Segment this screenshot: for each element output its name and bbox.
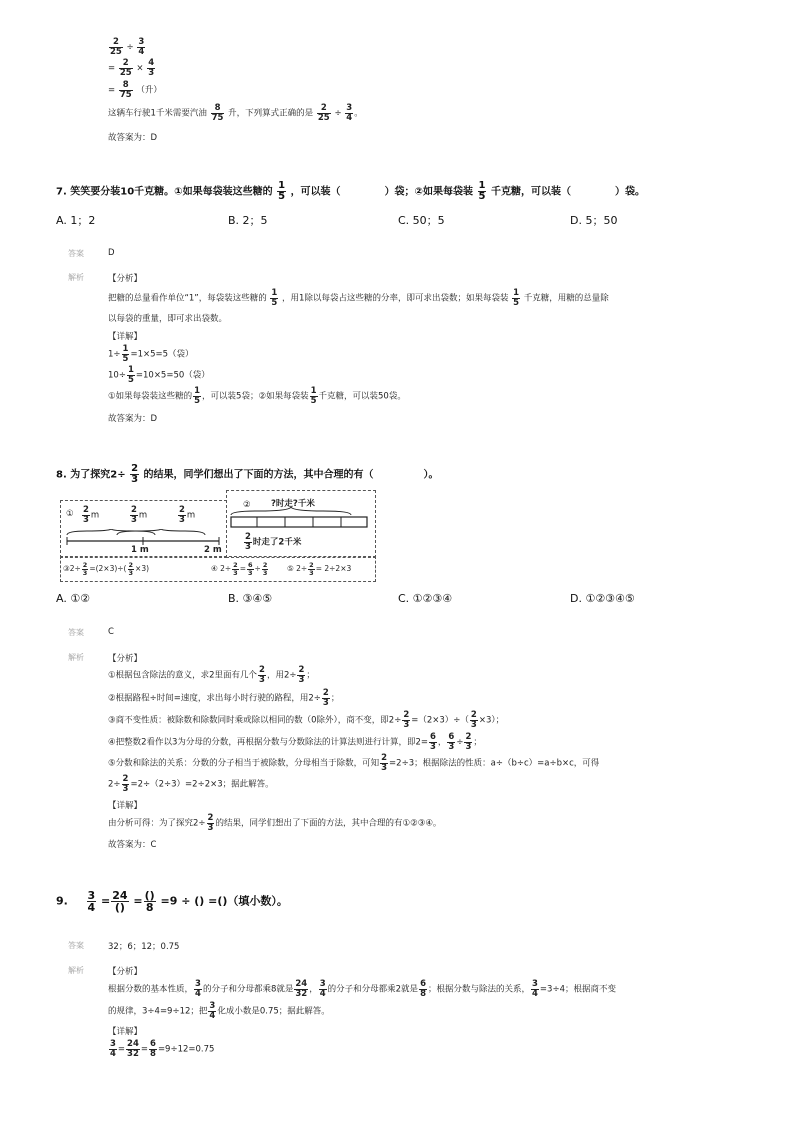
- method-3: ③2÷ $\frac{2}{3}$ =(2×3)÷( $\frac{2}{3}$ ×3): [63, 561, 150, 577]
- q7-analysis-line-2: 以每袋的重量，即可求出袋数。: [108, 314, 228, 324]
- methods-3-4-5: [60, 556, 376, 582]
- answer-label: 答案: [68, 941, 84, 950]
- q8-detail-1: 由分析可得：为了探究2÷ $\frac{2}{3}$ 的结果，同学们想出了下面的方法，其中合理的有①②③④。: [108, 813, 442, 833]
- q8-reason-1: ①根据包含除法的意义，求2里面有几个 $\frac{2}{3}$ ，用2÷ $\frac{2}{3}$ ；: [108, 665, 315, 685]
- xiangjie-heading: 【详解】: [108, 332, 143, 342]
- q7-detail-1: 1÷ $\frac{1}{5}$ =1×5=5（袋）: [108, 344, 194, 364]
- method-5: ⑤ 2÷ $\frac{2}{3}$ = 2÷2×3: [287, 561, 352, 577]
- analysis-label: 解析: [68, 273, 84, 282]
- q8-reason-6: 2÷ $\frac{2}{3}$ =2÷（2÷3）=2÷2×3；据此解答。: [108, 774, 274, 794]
- q7-option-c: C. 50；5: [398, 214, 445, 227]
- q7-option-a: A. 1；2: [56, 214, 96, 227]
- method-1-number: ①: [66, 509, 74, 519]
- q9-analysis-line-2: 的规律，3÷4=9÷12；把 $\frac{3}{4}$ 化成小数是0.75；据此解答。: [108, 1001, 330, 1021]
- method-2-figure: [226, 490, 376, 558]
- q8-final: 故答案为：C: [108, 840, 157, 850]
- q8-reason-3: ③商不变性质：被除数和除数同时乘或除以相同的数（0除外），商不变，即2÷ $\frac{2}{3}$ =（2×3）÷（ $\frac{2}{3}$ ×3）；: [108, 710, 505, 730]
- top-line-4: 这辆车行驶1千米需要汽油 $\frac{8}{75}$ 升，下列算式正确的是 $\frac{2}{25}$ ÷ $\frac{3}{4}$ 。: [108, 103, 363, 123]
- analysis-label: 解析: [68, 653, 84, 662]
- q7-option-d: D. 5；50: [570, 214, 618, 227]
- q7-answer: D: [108, 248, 115, 258]
- analysis-label: 解析: [68, 966, 84, 975]
- answer-label: 答案: [68, 628, 84, 637]
- xiangjie-heading: 【详解】: [108, 801, 143, 811]
- q9-answer: 32；6；12；0.75: [108, 942, 180, 952]
- q9-analysis-line-1: 根据分数的基本性质， $\frac{3}{4}$ 的分子和分母都乘8就是 $\frac{24}{32}$ ， $\frac{3}{4}$ 的分子和分母都乘2就是 $\frac{6}{8}$ ；根据分数与除法的关系， $\frac{3}{4}$ =3÷4；根据商不变: [108, 979, 616, 999]
- method-4: ④ 2÷ $\frac{2}{3}$ = $\frac{6}{3}$ ÷ $\frac{2}{3}$: [211, 561, 268, 577]
- q7-detail-3: ①如果每袋装这些糖的 $\frac{1}{5}$ ，可以装5袋；②如果每袋装 $\frac{1}{5}$ 千克糖，可以装50袋。: [108, 386, 406, 406]
- q8-option-d: D. ①②③④⑤: [570, 592, 635, 605]
- method-2-top-label: ?时走?千米: [271, 499, 315, 509]
- q8-reason-5: ⑤分数和除法的关系：分数的分子相当于被除数，分母相当于除数，可知 $\frac{2}{3}$ =2÷3；根据除法的性质：a÷（b÷c）=a÷b×c，可得: [108, 753, 600, 773]
- q7-stem: 7. 笑笑要分装10千克糖。①如果每袋装这些糖的 $\frac{1}{5}$ ，可以装（ ）袋；②如果每袋装 $\frac{1}{5}$ 千克糖，可以装（ ）袋。: [56, 180, 645, 202]
- q7-analysis-line-1: 把糖的总量看作单位“1”，每袋装这些糖的 $\frac{1}{5}$ ，用1除以每袋占这些糖的分率，即可求出袋数；如果每袋装 $\frac{1}{5}$ 千克糖，用糖的总量除: [108, 288, 609, 308]
- xiangjie-heading: 【详解】: [108, 1027, 143, 1037]
- fenxi-heading: 【分析】: [108, 274, 143, 284]
- top-answer: 故答案为：D: [108, 133, 158, 143]
- method-2-number: ②: [243, 500, 251, 510]
- q7-final: 故答案为：D: [108, 414, 158, 424]
- segment-label: $\frac{2}{3}$ m: [131, 505, 148, 525]
- q8-reason-4: ④把整数2看作以3为分母的分数，再根据分数与分数除法的计算法则进行计算，即2= $\frac{6}{3}$ ， $\frac{6}{3}$ ÷ $\frac{2}{3}$ ；: [108, 732, 482, 752]
- q8-reason-2: ②根据路程÷时间=速度，求出每小时行驶的路程，用2÷ $\frac{2}{3}$ ；: [108, 688, 340, 708]
- top-line-2: = $\frac{2}{25}$ × $\frac{4}{3}$: [108, 58, 155, 78]
- q8-option-a: A. ①②: [56, 592, 91, 605]
- segment-label: $\frac{2}{3}$ m: [83, 505, 100, 525]
- q8-option-b: B. ③④⑤: [228, 592, 273, 605]
- top-line-3: = $\frac{8}{75}$ （升）: [108, 80, 162, 100]
- q8-stem: 8. 为了探究2÷ $\frac{2}{3}$ 的结果，同学们想出了下面的方法，其中合理的有（ ）。: [56, 463, 439, 485]
- top-line-1: $\frac{2}{25}$ ÷ $\frac{3}{4}$: [110, 37, 145, 57]
- fenxi-heading: 【分析】: [108, 967, 143, 977]
- road-bar-diagram: [227, 507, 375, 531]
- fraction: $\frac{2}{25}$: [110, 37, 122, 57]
- q7-detail-2: 10÷ $\frac{1}{5}$ =10×5=50（袋）: [108, 365, 210, 385]
- segment-label: $\frac{2}{3}$ m: [179, 505, 196, 525]
- q8-option-c: C. ①②③④: [398, 592, 453, 605]
- method-2-bottom-label: $\frac{2}{3}$ 时走了2千米: [245, 532, 302, 552]
- fenxi-heading: 【分析】: [108, 654, 143, 664]
- two-meter-label: 2 m: [204, 545, 222, 555]
- q9-detail-1: $\frac{3}{4}$ = $\frac{24}{32}$ = $\frac{6}{8}$ =9÷12=0.75: [110, 1039, 215, 1059]
- q8-answer: C: [108, 627, 114, 637]
- q9-stem: 9. $\frac{3}{4}$ = $\frac{24}{()}$ = $\frac{()}{8}$ =9 ÷ () =()（填小数）。: [56, 889, 288, 914]
- q7-option-b: B. 2；5: [228, 214, 268, 227]
- fraction: $\frac{3}{4}$: [138, 37, 145, 57]
- answer-label: 答案: [68, 249, 84, 258]
- one-meter-label: 1 m: [131, 545, 149, 555]
- method-1-figure: [60, 500, 227, 558]
